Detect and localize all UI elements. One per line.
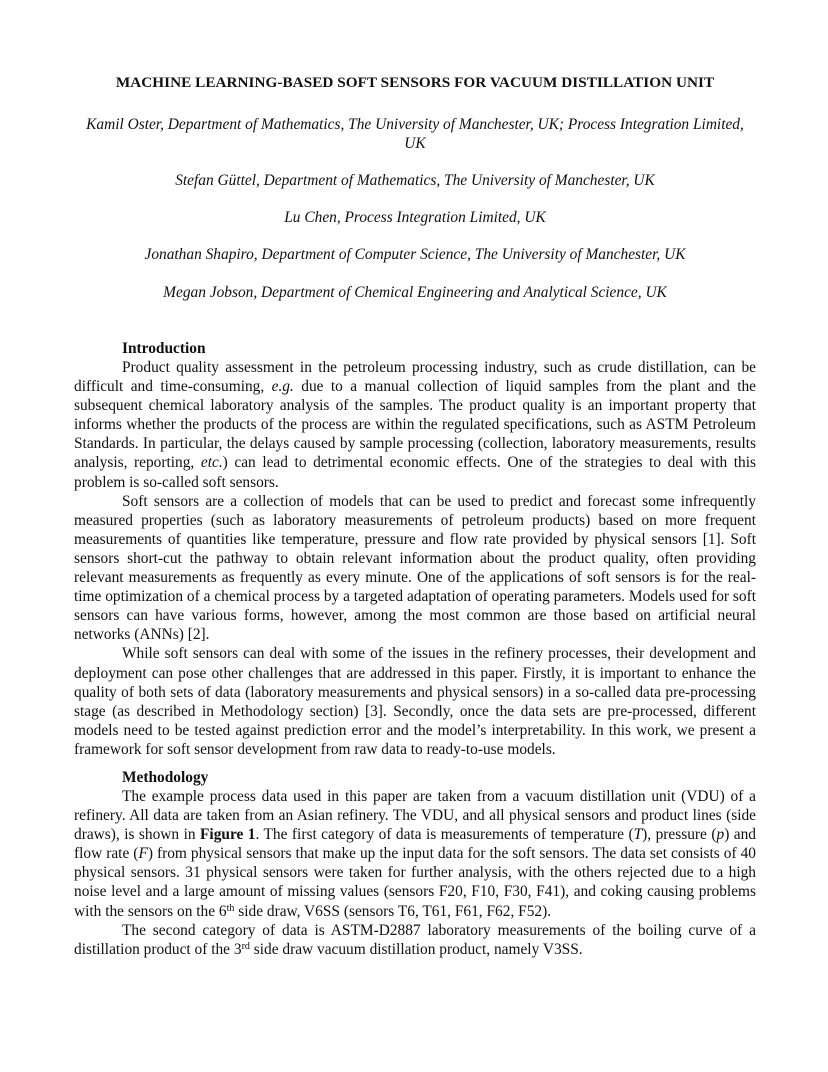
author-affiliation: Lu Chen, Process Integration Limited, UK bbox=[284, 209, 546, 226]
section-heading: Introduction bbox=[122, 340, 206, 357]
author-affiliation: Kamil Oster, Department of Mathematics, The University of Manchester, UK; Process Integration Limited, UK bbox=[86, 116, 744, 152]
paragraph: Product quality assessment in the petroleum processing industry, such as crude distillation, can be difficult and time-consuming, e.g. due to a manual collection of liquid samples from the plant and the subsequent chemical laboratory analysis of the samples. The product quality is an important property that informs whether the products of the process are within the regulated specifications, such as ASTM Petroleum Standards. In particular, the delays caused by sample processing (collection, laboratory measurements, results analysis, reporting, etc.) can lead to detrimental economic effects. One of the strategies to deal with this problem is so-called soft sensors. bbox=[74, 359, 756, 491]
introduction-section bbox=[74, 339, 756, 759]
paper-title: MACHINE LEARNING-BASED SOFT SENSORS FOR VACUUM DISTILLATION UNIT bbox=[115, 74, 715, 91]
paragraph: While soft sensors can deal with some of the issues in the refinery processes, their development and deployment can pose other challenges that are addressed in this paper. Firstly, it is important to enhance the quality of both sets of data (laboratory measurements and physical sensors) in a so-called data pre-processing stage (as described in Methodology section) [3]. Secondly, once the data sets are pre-processed, different models need to be tested against prediction error and the model’s interpretability. In this work, we present a framework for soft sensor development from raw data to ready-to-use models. bbox=[74, 645, 756, 758]
author-affiliation: Megan Jobson, Department of Chemical Engineering and Analytical Science, UK bbox=[163, 284, 667, 301]
author-affiliation: Jonathan Shapiro, Department of Computer Science, The University of Manchester, UK bbox=[144, 246, 686, 263]
paragraph: The example process data used in this paper are taken from a vacuum distillation unit (VDU) of a refinery. All data are taken from an Asian refinery. The VDU, and all physical sensors and product lines (side draws), is shown in Figure 1. The first category of data is measurements of temperature (T), pressure (p) and flow rate (F) from physical sensors that make up the input data for the soft sensors. The data set consists of 40 physical sensors. 31 physical sensors were taken for further analysis, with the others rejected due to a high noise level and a large amount of missing values (sensors F20, F10, F30, F41), and coking causing problems with the sensors on the 6th side draw, V6SS (sensors T6, T61, F61, F62, F52). bbox=[74, 788, 756, 920]
methodology-section bbox=[74, 768, 756, 959]
section-heading: Methodology bbox=[122, 769, 209, 786]
paragraph: The second category of data is ASTM-D2887 laboratory measurements of the boiling curve of a distillation product of the 3rd side draw vacuum distillation product, namely V3SS. bbox=[74, 921, 756, 958]
figure-reference: Figure 1 bbox=[200, 826, 256, 844]
paragraph: Soft sensors are a collection of models that can be used to predict and forecast some infrequently measured properties (such as laboratory measurements of petroleum products) based on more frequent measurements of quantities like temperature, pressure and flow rate provided by physical sensors [1]. Soft sensors short-cut the pathway to obtain relevant information about the product quality, often providing relevant measurements as frequently as every minute. One of the applications of soft sensors is for the real-time optimization of a chemical process by a targeted adaptation of operating parameters. Models used for soft sensors can have various forms, however, among the most common are those based on artificial neural networks (ANNs) [2]. bbox=[74, 492, 756, 644]
author-affiliation: Stefan Güttel, Department of Mathematics, The University of Manchester, UK bbox=[175, 172, 655, 189]
